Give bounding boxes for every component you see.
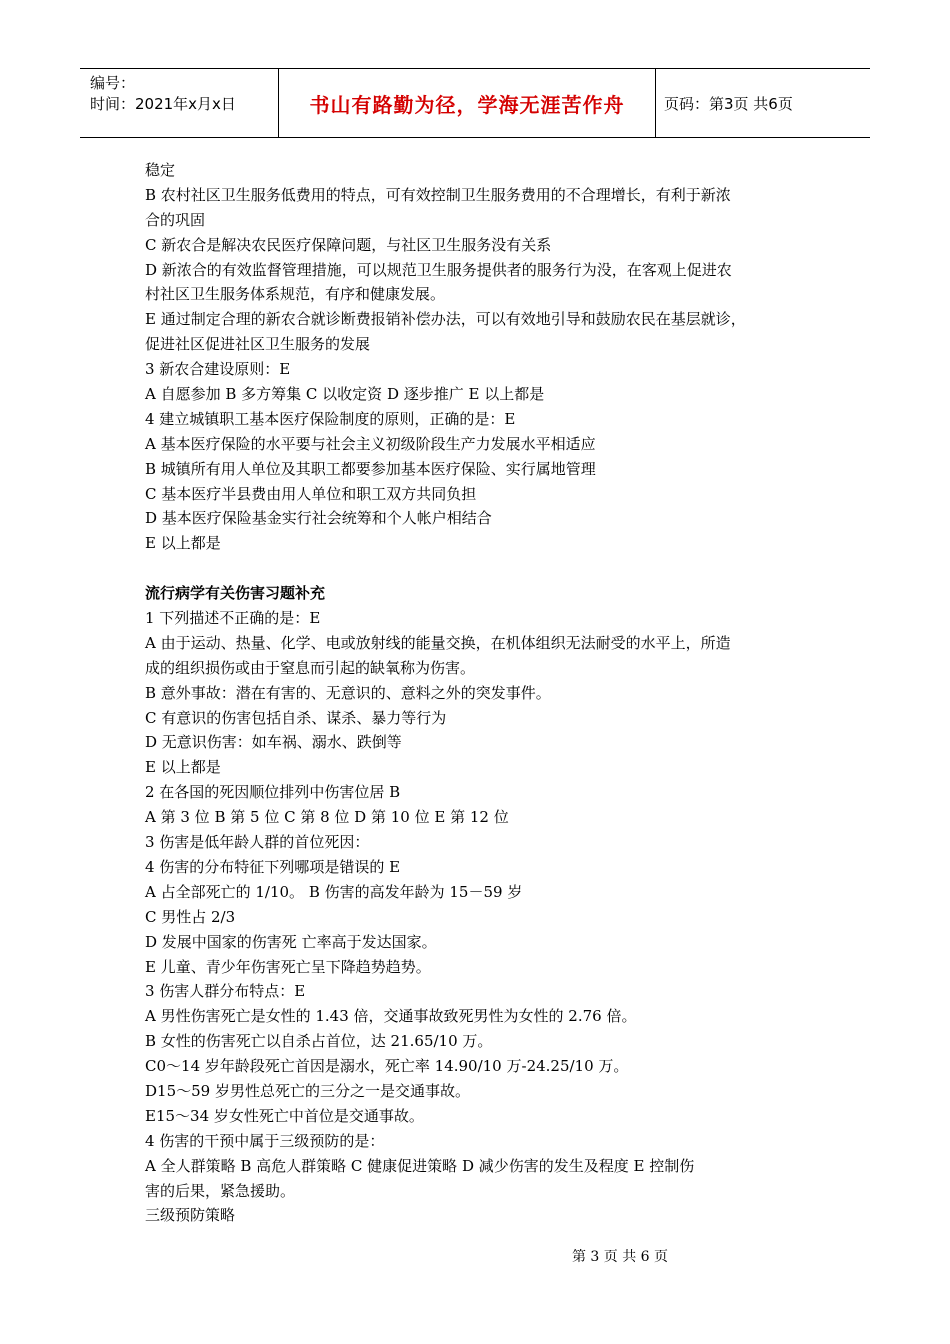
- text-line: C0～14 岁年龄段死亡首因是溺水，死亡率 14.90/10 万-24.25/10 万。: [145, 1057, 629, 1076]
- text-line: A 第 3 位 B 第 5 位 C 第 8 位 D 第 10 位 E 第 12 位: [145, 808, 509, 827]
- text-line: 4 伤害的分布特征下列哪项是错误的 E: [145, 857, 401, 876]
- header-page-cell: [656, 69, 870, 137]
- text-line: 1 下列描述不正确的是：E: [145, 609, 321, 628]
- header-motto-cell: [279, 69, 656, 137]
- text-line: A 占全部死亡的 1/10。 B 伤害的高发年龄为 15－59 岁: [145, 882, 523, 901]
- text-line: D 基本医疗保险基金实行社会统筹和个人帐户相结合: [145, 509, 492, 528]
- text-line: 合的巩固: [145, 210, 206, 229]
- text-line: A 男性伤害死亡是女性的 1.43 倍，交通事故致死男性为女性的 2.76 倍。: [145, 1007, 637, 1026]
- text-line: A 由于运动、热量、化学、电或放射线的能量交换，在机体组织无法耐受的水平上，所造: [145, 633, 731, 652]
- text-line: B 意外事故：潜在有害的、无意识的、意料之外的突发事件。: [145, 683, 551, 702]
- text-line: A 自愿参加 B 多方筹集 C 以收定资 D 逐步推广 E 以上都是: [145, 385, 545, 404]
- text-line: 稳定: [145, 161, 176, 179]
- text-line: 3 新农合建设原则：E: [145, 360, 291, 379]
- section-title: 流行病学有关伤害习题补充: [145, 584, 326, 603]
- text-line: 4 伤害的干预中属于三级预防的是：: [145, 1131, 385, 1150]
- text-line: D15～59 岁男性总死亡的三分之一是交通事故。: [145, 1081, 470, 1100]
- insurance-questions: [145, 158, 825, 556]
- text-line: E 以上都是: [145, 758, 221, 777]
- text-line: B 农村社区卫生服务低费用的特点，可有效控制卫生服务费用的不合理增长，有利于新浓: [145, 185, 731, 204]
- header-page-info: 页码：第3页 共6页: [664, 94, 793, 113]
- text-line: 三级预防策略: [145, 1206, 236, 1225]
- number-label: 编号：: [90, 74, 136, 92]
- text-line: E 以上都是: [145, 534, 221, 553]
- text-line: 2 在各国的死因顺位排列中伤害位居 B: [145, 783, 401, 802]
- text-line: E 儿童、青少年伤害死亡呈下降趋势趋势。: [145, 957, 431, 976]
- text-line: E 通过制定合理的新农合就诊断费报销补偿办法，可以有效地引导和鼓励农民在基层就诊，: [145, 310, 746, 329]
- text-line: B 女性的伤害死亡以自杀占首位，达 21.65/10 万。: [145, 1032, 493, 1051]
- text-line: 成的组织损伤或由于窒息而引起的缺氧称为伤害。: [145, 658, 476, 677]
- text-line: A 基本医疗保险的水平要与社会主义初级阶段生产力发展水平相适应: [145, 434, 596, 453]
- section-gap: [145, 556, 825, 581]
- text-line: E15～34 岁女性死亡中首位是交通事故。: [145, 1106, 424, 1125]
- text-line: C 新农合是解决农民医疗保障问题，与社区卫生服务没有关系: [145, 235, 552, 254]
- header-meta: [80, 69, 279, 137]
- text-line: 村社区卫生服务体系规范，有序和健康发展。: [145, 285, 446, 304]
- text-line: B 城镇所有用人单位及其职工都要参加基本医疗保险、实行属地管理: [145, 459, 596, 478]
- text-line: 3 伤害是低年龄人群的首位死因：: [145, 833, 370, 852]
- text-line: C 基本医疗半县费由用人单位和职工双方共同负担: [145, 484, 477, 503]
- text-line: 促进社区促进社区卫生服务的发展: [145, 335, 371, 354]
- text-line: C 有意识的伤害包括自杀、谋杀、暴力等行为: [145, 708, 447, 727]
- page-footer: 第 3 页 共 6 页: [571, 1249, 669, 1265]
- page-header: [80, 68, 870, 138]
- text-line: C 男性占 2/3: [145, 907, 236, 926]
- text-line: 害的后果，紧急援助。: [145, 1181, 296, 1200]
- text-line: D 发展中国家的伤害死 亡率高于发达国家。: [145, 932, 437, 951]
- document-body: [145, 158, 825, 1228]
- time-label: 时间：2021年x月x日: [90, 95, 236, 113]
- text-line: D 无意识伤害：如车祸、溺水、跌倒等: [145, 733, 402, 752]
- text-line: 4 建立城镇职工基本医疗保险制度的原则，正确的是：E: [145, 409, 516, 428]
- header-motto: 书山有路勤为径，学海无涯苦作舟: [309, 92, 625, 117]
- injury-questions: [145, 606, 825, 1228]
- text-line: D 新浓合的有效监督管理措施，可以规范卫生服务提供者的服务行为没，在客观上促进农: [145, 260, 732, 279]
- text-line: 3 伤害人群分布特点：E: [145, 982, 306, 1001]
- text-line: A 全人群策略 B 高危人群策略 C 健康促进策略 D 减少伤害的发生及程度 E 控制伤: [145, 1156, 695, 1175]
